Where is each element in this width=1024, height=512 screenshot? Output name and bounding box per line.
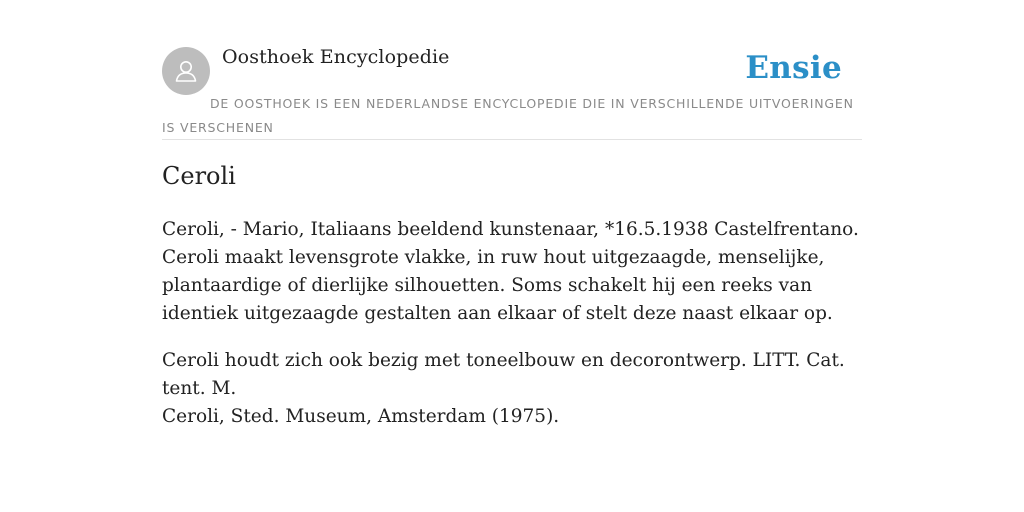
article-paragraph: Ceroli, - Mario, Italiaans beeldend kunstenaar, *16.5.1938 Castelfrentano. Ceroli maakt levensgrote vlakke, in ruw hout uitgezaagde, menselijke, plantaardige of dierlijke silhouetten. Soms schakelt hij een reeks van identiek uitgezaagde gestalten aan elkaar of stelt deze naast elkaar op. bbox=[162, 219, 859, 324]
brand-logo[interactable]: Ensie bbox=[745, 50, 842, 86]
source-tagline: DE OOSTHOEK IS EEN NEDERLANDSE ENCYCLOPEDIE DIE IN VERSCHILLENDE UITVOERINGEN IS VERSCHENEN bbox=[162, 96, 854, 135]
article-paragraph: Ceroli, Sted. Museum, Amsterdam (1975). bbox=[162, 406, 560, 427]
article-paragraph: Ceroli houdt zich ook bezig met toneelbouw en decorontwerp. LITT. Cat. tent. M. bbox=[162, 350, 845, 399]
user-icon bbox=[171, 56, 201, 86]
article-title: Ceroli bbox=[162, 162, 236, 190]
source-name[interactable]: Oosthoek Encyclopedie bbox=[222, 46, 450, 68]
avatar[interactable] bbox=[162, 47, 210, 95]
header-divider bbox=[162, 139, 862, 140]
